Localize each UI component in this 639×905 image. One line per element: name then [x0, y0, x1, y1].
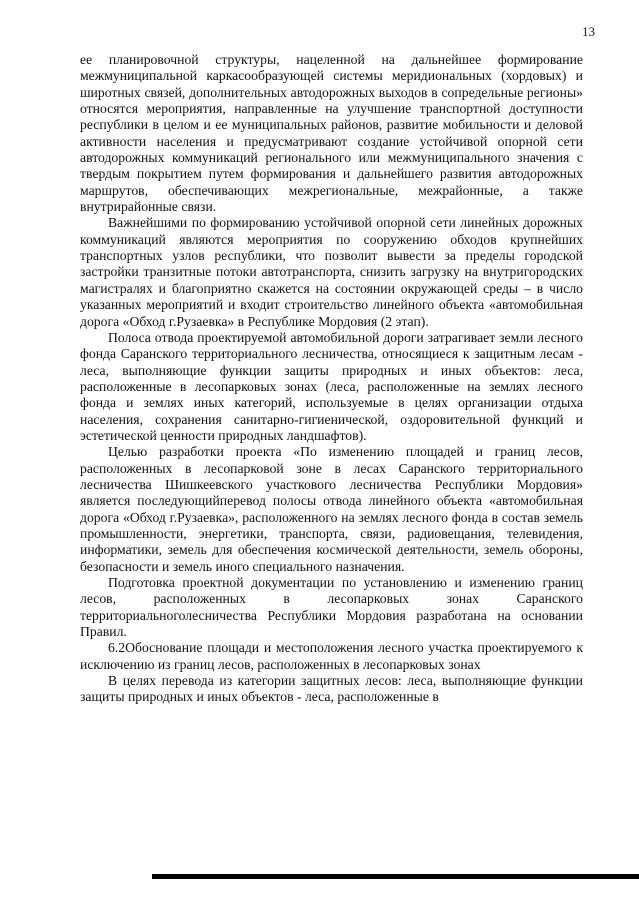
scan-edge-line — [152, 874, 639, 879]
section-heading-6-2: 6.2Обоснование площади и местоположения лесного участка проектируемого к исключению из границ лесов, расположенных в лесопарковых зонах — [80, 640, 583, 672]
paragraph-5: Подготовка проектной документации по установлению и изменению границ лесов, расположенных в лесопарковых зонах Саранского территориальноголесничества Республики Мордовия разработана на основании Правил. — [80, 575, 583, 640]
paragraph-2: Важнейшими по формированию устойчивой опорной сети линейных дорожных коммуникаций являются мероприятия по сооружению обходов крупнейших транспортных узлов республики, что позволит вывести за пределы городской застройки транзитные потоки автотранспорта, снизить загрузку на внутригородских магистралях и благоприятно скажется на состоянии окружающей среды – в число указанных мероприятий и входит строительство линейного объекта «автомобильная дорога «Обход г.Рузаевка» в Республике Мордовия (2 этап). — [80, 215, 583, 329]
page-number: 13 — [582, 24, 595, 39]
paragraph-7: В целях перевода из категории защитных лесов: леса, выполняющие функции защиты природных и иных объектов - леса, расположенные в — [80, 673, 583, 705]
paragraph-3: Полоса отвода проектируемой автомобильной дороги затрагивает земли лесного фонда Саранского территориального лесничества, относящиеся к защитным лесам - леса, выполняющие функции защиты природных и иных объектов: леса, расположенные в лесопарковых зонах (леса, расположенные на землях лесного фонда и землях иных категорий, используемые в целях организации отдыха населения, сохранения санитарно-гигиенической, оздоровительной функций и эстетической ценности природных ландшафтов). — [80, 329, 583, 443]
paragraph-4: Целью разработки проекта «По изменению площадей и границ лесов, расположенных в лесопарковой зоне в лесах Саранского территориального лесничества Шишкеевского участкового лесничества Республики Мордовия» является последующийперевод полосы отвода линейного объекта «автомобильная дорога «Обход г.Рузаевка», расположенного на землях лесного фонда в состав земель промышленности, энергетики, транспорта, связи, радиовещания, телевидения, информатики, земель для обеспечения космической деятельности, земель обороны, безопасности и земель иного специального назначения. — [80, 444, 583, 574]
paragraph-1: ее планировочной структуры, нацеленной на дальнейшее формирование межмуниципальной каркасообразующей системы меридиональных (хордовых) и широтных связей, дополнительных автодорожных выходов в сопредельные регионы» относятся мероприятия, направленные на улучшение транспортной доступности республики в целом и ее муниципальных районов, развитие мобильности и деловой активности населения и предусматривают создание устойчивой опорной сети автодорожных коммуникаций регионального или межмуниципального значения с твердым покрытием путем формирования и дальнейшего развития автодорожных маршрутов, обеспечивающих межрегиональные, межрайонные, а также внутрирайонные связи. — [80, 52, 583, 215]
document-body — [80, 52, 583, 706]
